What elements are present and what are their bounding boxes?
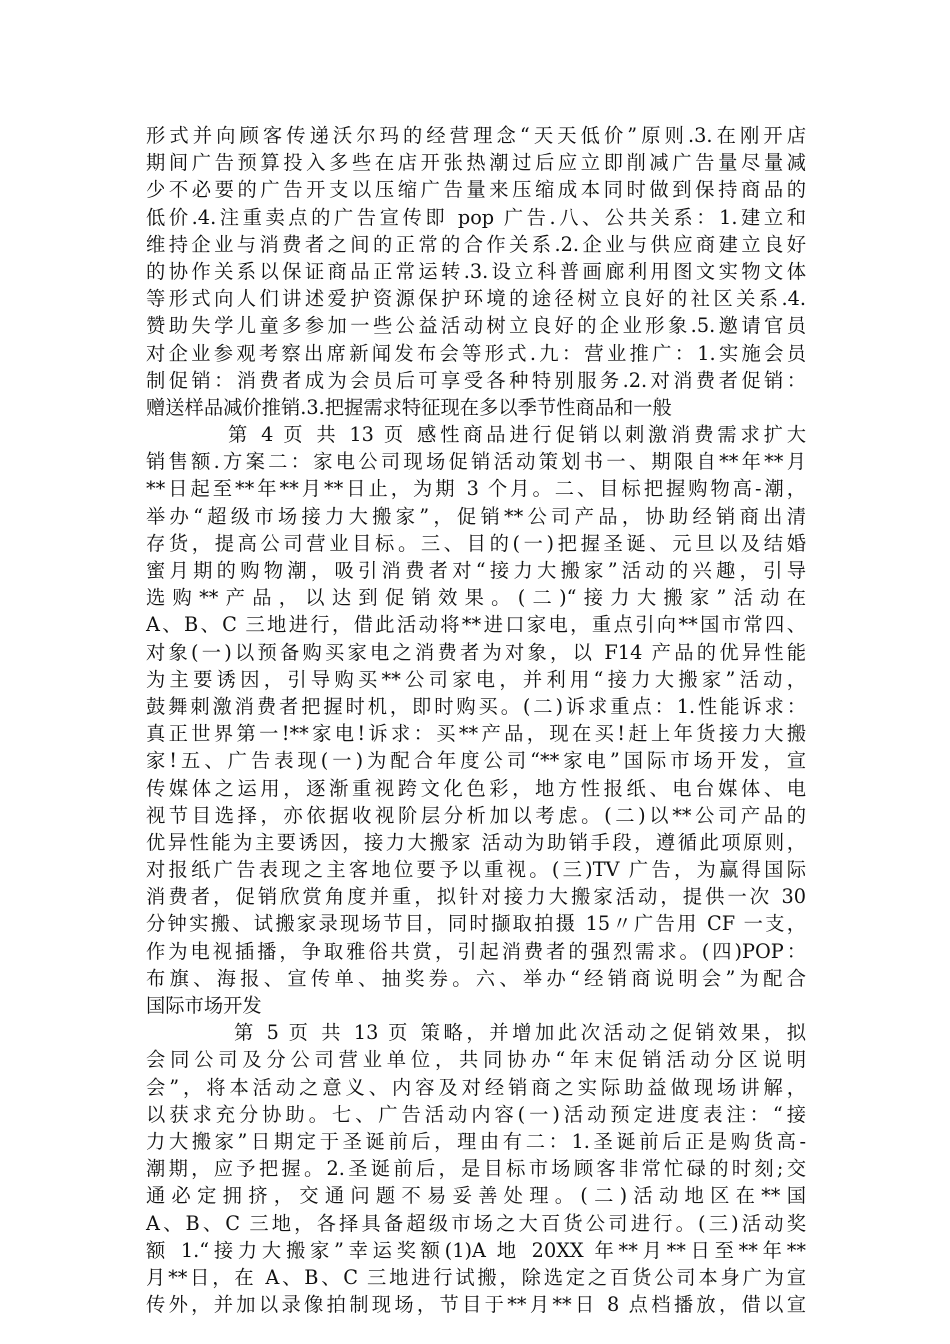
- text-line: 传媒体之运用，逐渐重视跨文化色彩，地方性报纸、电台媒体、电: [146, 776, 806, 800]
- text-line: 为主要诱因，引导购买**公司家电，并利用“接力大搬家”活动，: [146, 667, 806, 691]
- text-line: 家!五、广告表现(一)为配合年度公司“**家电”国际市场开发，宣: [146, 749, 806, 773]
- text-line: 赞助失学儿童多参加一些公益活动树立良好的企业形象.5.邀请官员: [146, 314, 806, 338]
- text-line: 力大搬家”日期定于圣诞前后，理由有二：1.圣诞前后正是购货高-: [146, 1129, 806, 1153]
- text-line: 期间广告预算投入多些在店开张热潮过后应立即削减广告量尽量减: [146, 151, 806, 175]
- text-line: 低价.4.注重卖点的广告宣传即 pop 广告.八、公共关系：1.建立和: [146, 205, 806, 229]
- text-line: A、B、C 三地进行，借此活动将**进口家电，重点引向**国市常四、: [146, 613, 806, 637]
- page-footer-line: 第 4 页 共 13 页 感性商品进行促销以刺激消费需求扩大: [228, 423, 806, 447]
- text-line: 会同公司及分公司营业单位，共同协办“年末促销活动分区说明: [146, 1048, 806, 1072]
- text-line: 赠送样品减价推销.3.把握需求特征现在多以季节性商品和一般: [146, 395, 672, 419]
- text-line: 的协作关系以保证商品正常运转.3.设立科普画廊利用图文实物文体: [146, 259, 806, 283]
- text-line: 通必定拥挤，交通问题不易妥善处理。(二)活动地区在**国: [146, 1184, 806, 1208]
- text-line: 潮期，应予把握。2.圣诞前后，是目标市场顾客非常忙碌的时刻;交: [146, 1157, 806, 1181]
- text-line: 对企业参观考察出席新闻发布会等形式.九：营业推广：1.实施会员: [146, 341, 806, 365]
- text-line: 选购**产品，以达到促销效果。(二)“接力大搬家”活动在: [146, 586, 806, 610]
- text-line: 传外，并加以录像拍制现场，节目于**月**日 8 点档播放，借以宣: [146, 1293, 806, 1317]
- text-line: 会”，将本活动之意义、内容及对经销商之实际助益做现场讲解，: [146, 1075, 806, 1099]
- text-line: 对报纸广告表现之主客地位要予以重视。(三)TV 广告，为赢得国际: [146, 858, 806, 882]
- text-line: 少不必要的广告开支以压缩广告量来压缩成本同时做到保持商品的: [146, 178, 806, 202]
- text-line: 举办“超级市场接力大搬家”，促销**公司产品，协助经销商出清: [146, 504, 806, 528]
- text-line: A、B、C 三地，各择具备超级市场之大百货公司进行。(三)活动奖: [146, 1211, 806, 1235]
- text-line: 额 1.“接力大搬家”幸运奖额(1)A 地 20XX 年**月**日至**年**: [146, 1238, 806, 1262]
- text-line: 作为电视插播，争取雅俗共赏，引起消费者的强烈需求。(四)POP：: [146, 939, 806, 963]
- text-line: 维持企业与消费者之间的正常的合作关系.2.企业与供应商建立良好: [146, 232, 806, 256]
- text-line: 视节目选择，亦依据收视阶层分析加以考虑。(二)以**公司产品的: [146, 803, 806, 827]
- text-line: 优异性能为主要诱因，接力大搬家 活动为助销手段，遵循此项原则，: [146, 830, 806, 854]
- text-line: 制促销：消费者成为会员后可享受各种特别服务.2.对消费者促销：: [146, 368, 806, 392]
- text-line: 等形式向人们讲述爱护资源保护环境的途径树立良好的社区关系.4.: [146, 287, 806, 311]
- text-line: 消费者，促销欣赏角度并重，拟针对接力大搬家活动，提供一次 30: [146, 885, 806, 909]
- text-line: 国际市场开发: [146, 994, 262, 1017]
- text-line: 真正世界第一!**家电!诉求：买**产品，现在买!赶上年货接力大搬: [146, 722, 806, 746]
- text-line: 布旗、海报、宣传单、抽奖券。六、举办“经销商说明会”为配合: [146, 966, 806, 990]
- text-line: 蜜月期的购物潮，吸引消费者对“接力大搬家”活动的兴趣，引导: [146, 559, 806, 582]
- text-line: **日起至**年**月**日止，为期 3 个月。二、目标把握购物高-潮，: [146, 477, 806, 501]
- document-body: [146, 122, 806, 1318]
- text-line: 分钟实搬、试搬家录现场节目，同时撷取拍摄 15〃广告用 CF 一支，: [146, 912, 806, 936]
- text-line: 以获求充分协助。七、广告活动内容(一)活动预定进度表注：“接: [146, 1102, 806, 1126]
- text-line: 月**日，在 A、B、C 三地进行试搬，除选定之百货公司本身广为宣: [146, 1265, 806, 1289]
- text-line: 存货，提高公司营业目标。三、目的(一)把握圣诞、元旦以及结婚: [146, 531, 806, 555]
- text-line: 鼓舞刺激消费者把握时机，即时购买。(二)诉求重点：1.性能诉求：: [146, 694, 806, 718]
- text-line: 销售额.方案二：家电公司现场促销活动策划书一、期限自**年**月: [146, 450, 806, 474]
- text-line: 对象(一)以预备购买家电之消费者为对象，以 F14 产品的优异性能: [146, 640, 806, 664]
- text-line: 形式并向顾客传递沃尔玛的经营理念“天天低价”原则.3.在刚开店: [146, 124, 806, 147]
- page-footer-line: 第 5 页 共 13 页 策略，并增加此次活动之促销效果，拟: [234, 1021, 806, 1045]
